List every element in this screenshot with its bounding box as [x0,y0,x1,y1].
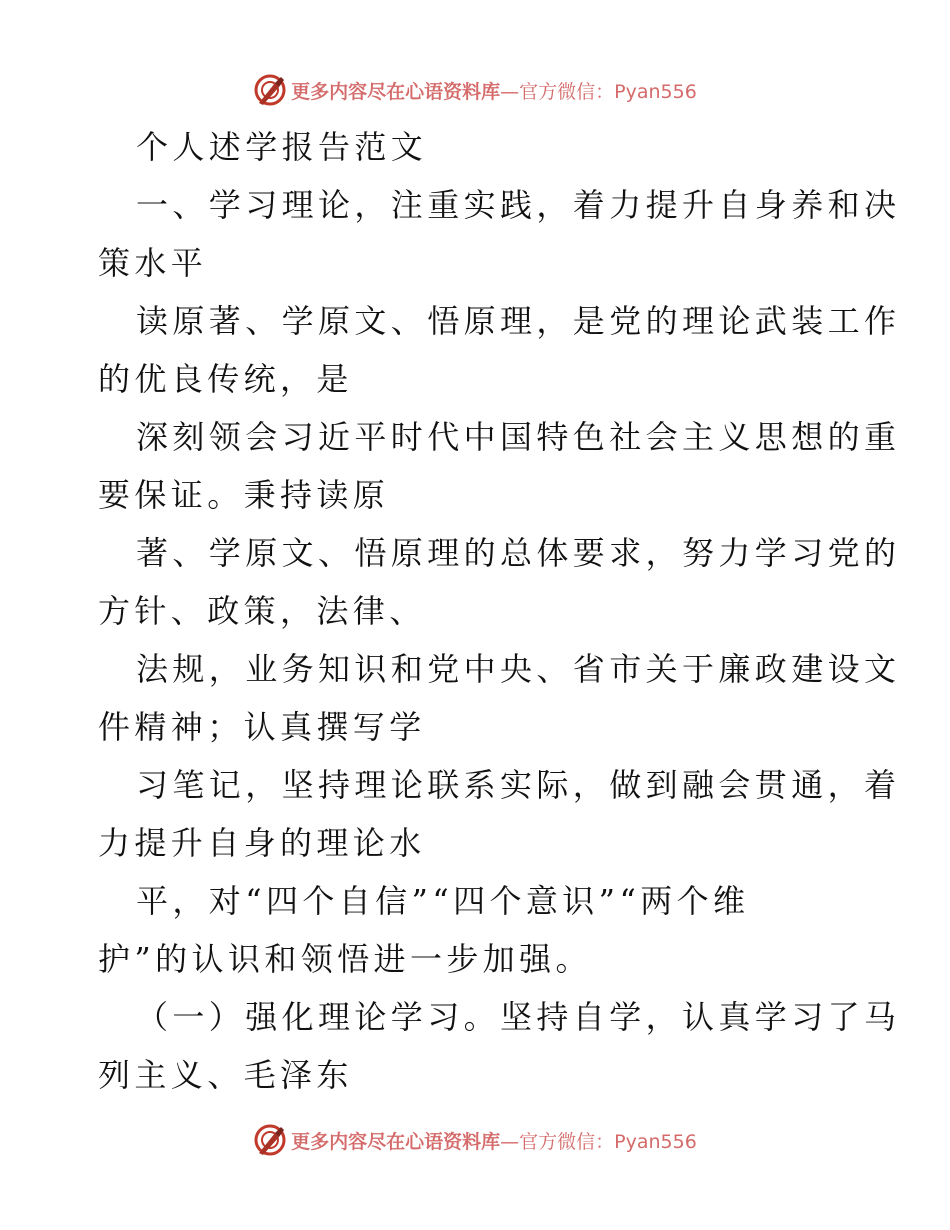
watermark-main-text: 更多内容尽在心语资料库 [291,80,501,103]
text-line: 列主义、毛泽东 [98,1056,353,1094]
text-line: 件精神；认真撰写学 [98,708,426,746]
text-line: 深刻领会习近平时代中国特色社会主义思想的重 [136,418,901,456]
text-line: 护”的认识和领悟进一步加强。 [98,940,592,978]
text-line: 方针、政策，法律、 [98,592,426,630]
text-line: 读原著、学原文、悟原理，是党的理论武装工作 [136,302,901,340]
text-line: 著、学原文、悟原理的总体要求，努力学习党的 [136,534,901,572]
text-line: 的优良传统，是 [98,360,353,398]
text-line: 策水平 [98,244,208,282]
watermark-sub-text: —官方微信：Pyan556 [500,1130,697,1153]
pen-logo-icon [253,73,287,107]
text-line: 力提升自身的理论水 [98,824,426,862]
section-heading: 一、学习理论，注重实践，着力提升自身养和决 [136,186,901,224]
text-line: （一）强化理论学习。坚持自学，认真学习了马 [136,998,901,1036]
text-line: 习笔记，坚持理论联系实际，做到融会贯通，着 [136,766,901,804]
watermark-sub-text: —官方微信：Pyan556 [500,80,697,103]
text-line: 法规，业务知识和党中央、省市关于廉政建设文 [136,650,901,688]
document-body [98,118,901,1104]
text-line: 平，对“四个自信”“四个意识”“两个维 [136,882,750,920]
header-watermark [0,70,950,110]
text-line: 要保证。秉持读原 [98,476,390,514]
document-title: 个人述学报告范文 [136,128,428,166]
pen-logo-icon [253,1123,287,1157]
watermark-main-text: 更多内容尽在心语资料库 [291,1130,501,1153]
footer-watermark [0,1120,950,1160]
